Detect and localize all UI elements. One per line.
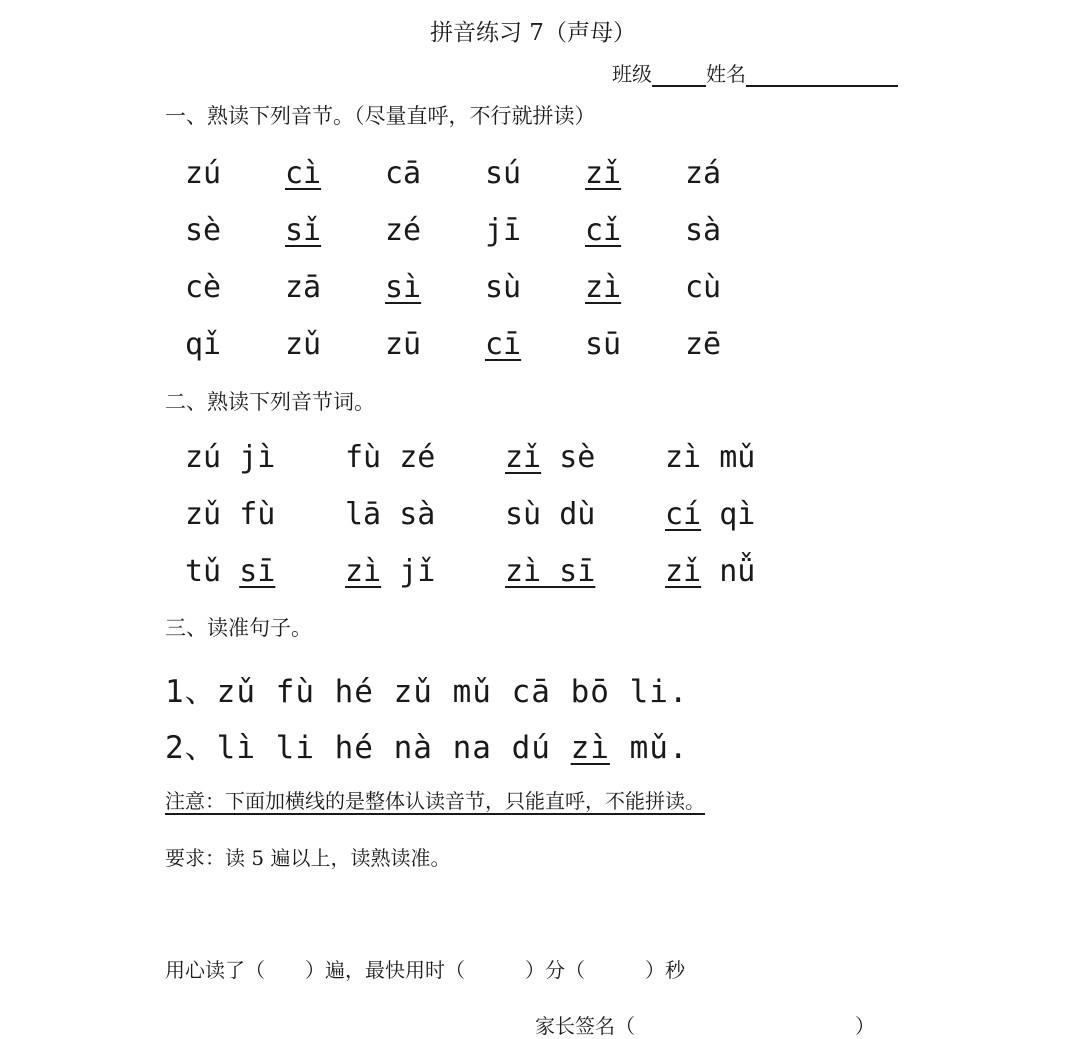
syllable: zǐ (505, 440, 542, 475)
syllable: sà (399, 497, 436, 532)
syllable: zē (685, 327, 722, 362)
syllable: mǔ (719, 440, 756, 475)
syllable: cì (285, 156, 322, 191)
class-label: 班级 (612, 62, 652, 86)
student-info-line (612, 58, 898, 87)
syllable: cè (185, 270, 222, 305)
syllable: cù (685, 270, 722, 305)
syllable: lā (345, 497, 382, 532)
underlined-syllable: zì (570, 730, 610, 766)
syllable-word (665, 554, 755, 590)
parent-signature-line: 家长签名（ ） (535, 1014, 875, 1038)
syllable: zì sī (505, 554, 596, 589)
syllable: sà (685, 213, 722, 248)
syllable-word (345, 554, 435, 590)
syllable: zì (665, 440, 702, 475)
syllable: sú (485, 156, 522, 191)
syllable: zá (685, 156, 722, 191)
syllable: jǐ (399, 554, 436, 589)
syllable-word (505, 554, 595, 590)
syllable: qì (719, 497, 756, 532)
syllable: fù (345, 440, 382, 475)
syllable: cí (665, 497, 702, 532)
section-1-heading: 一、熟读下列音节。（尽量直呼，不行就拼读） (165, 104, 596, 128)
syllable: sù (505, 497, 542, 532)
syllable: zǔ (185, 497, 222, 532)
syllable-word (665, 497, 755, 533)
syllable-word (345, 440, 435, 476)
syllable: sǐ (285, 213, 322, 248)
syllable-word (345, 497, 435, 533)
syllable: sè (559, 440, 596, 475)
syllable: sì (385, 270, 422, 305)
syllable: sù (485, 270, 522, 305)
syllable: zā (285, 270, 322, 305)
syllable: zū (385, 327, 422, 362)
syllable-word (185, 440, 275, 476)
sentence-1: 1、zǔ fù hé zǔ mǔ cā bō li. (165, 674, 689, 710)
syllable: cī (485, 327, 522, 362)
syllable: cā (385, 156, 422, 191)
syllable: zé (399, 440, 436, 475)
syllable: zǐ (665, 554, 702, 589)
syllable: zì (345, 554, 382, 589)
syllable: zú (185, 156, 222, 191)
name-blank (746, 65, 898, 87)
section-2-heading: 二、熟读下列音节词。 (165, 390, 375, 414)
syllable: sī (239, 554, 276, 589)
syllable: zé (385, 213, 422, 248)
syllable: sū (585, 327, 622, 362)
syllable: zì (585, 270, 622, 305)
syllable: jì (239, 440, 276, 475)
syllable: zú (185, 440, 222, 475)
syllable: qǐ (185, 327, 222, 362)
syllable: nǚ (719, 554, 756, 589)
name-label: 姓名 (706, 62, 746, 86)
syllable: cǐ (585, 213, 622, 248)
syllable: zǐ (585, 156, 622, 191)
page-title: 拼音练习 7（声母） (430, 20, 636, 46)
syllable-word (185, 497, 275, 533)
syllable-word (665, 440, 755, 476)
syllable: jī (485, 213, 522, 248)
class-blank (652, 65, 706, 87)
reading-record-line: 用心读了（ ）遍，最快用时（ ）分（ ）秒 (165, 958, 685, 982)
syllable-word (505, 497, 595, 533)
syllable: zǔ (285, 327, 322, 362)
syllable-word (185, 554, 275, 590)
sentence-2: 2、lì li hé nà na dú zì mǔ. (165, 730, 689, 766)
section-3-heading: 三、读准句子。 (165, 616, 312, 640)
syllable: dù (559, 497, 596, 532)
syllable: sè (185, 213, 222, 248)
syllable: tǔ (185, 554, 222, 589)
syllable: fù (239, 497, 276, 532)
requirement-text: 要求：读 5 遍以上，读熟读准。 (165, 846, 451, 870)
note-text: 注意：下面加横线的是整体认读音节，只能直呼，不能拼读。 (165, 789, 705, 813)
syllable-word (505, 440, 595, 476)
